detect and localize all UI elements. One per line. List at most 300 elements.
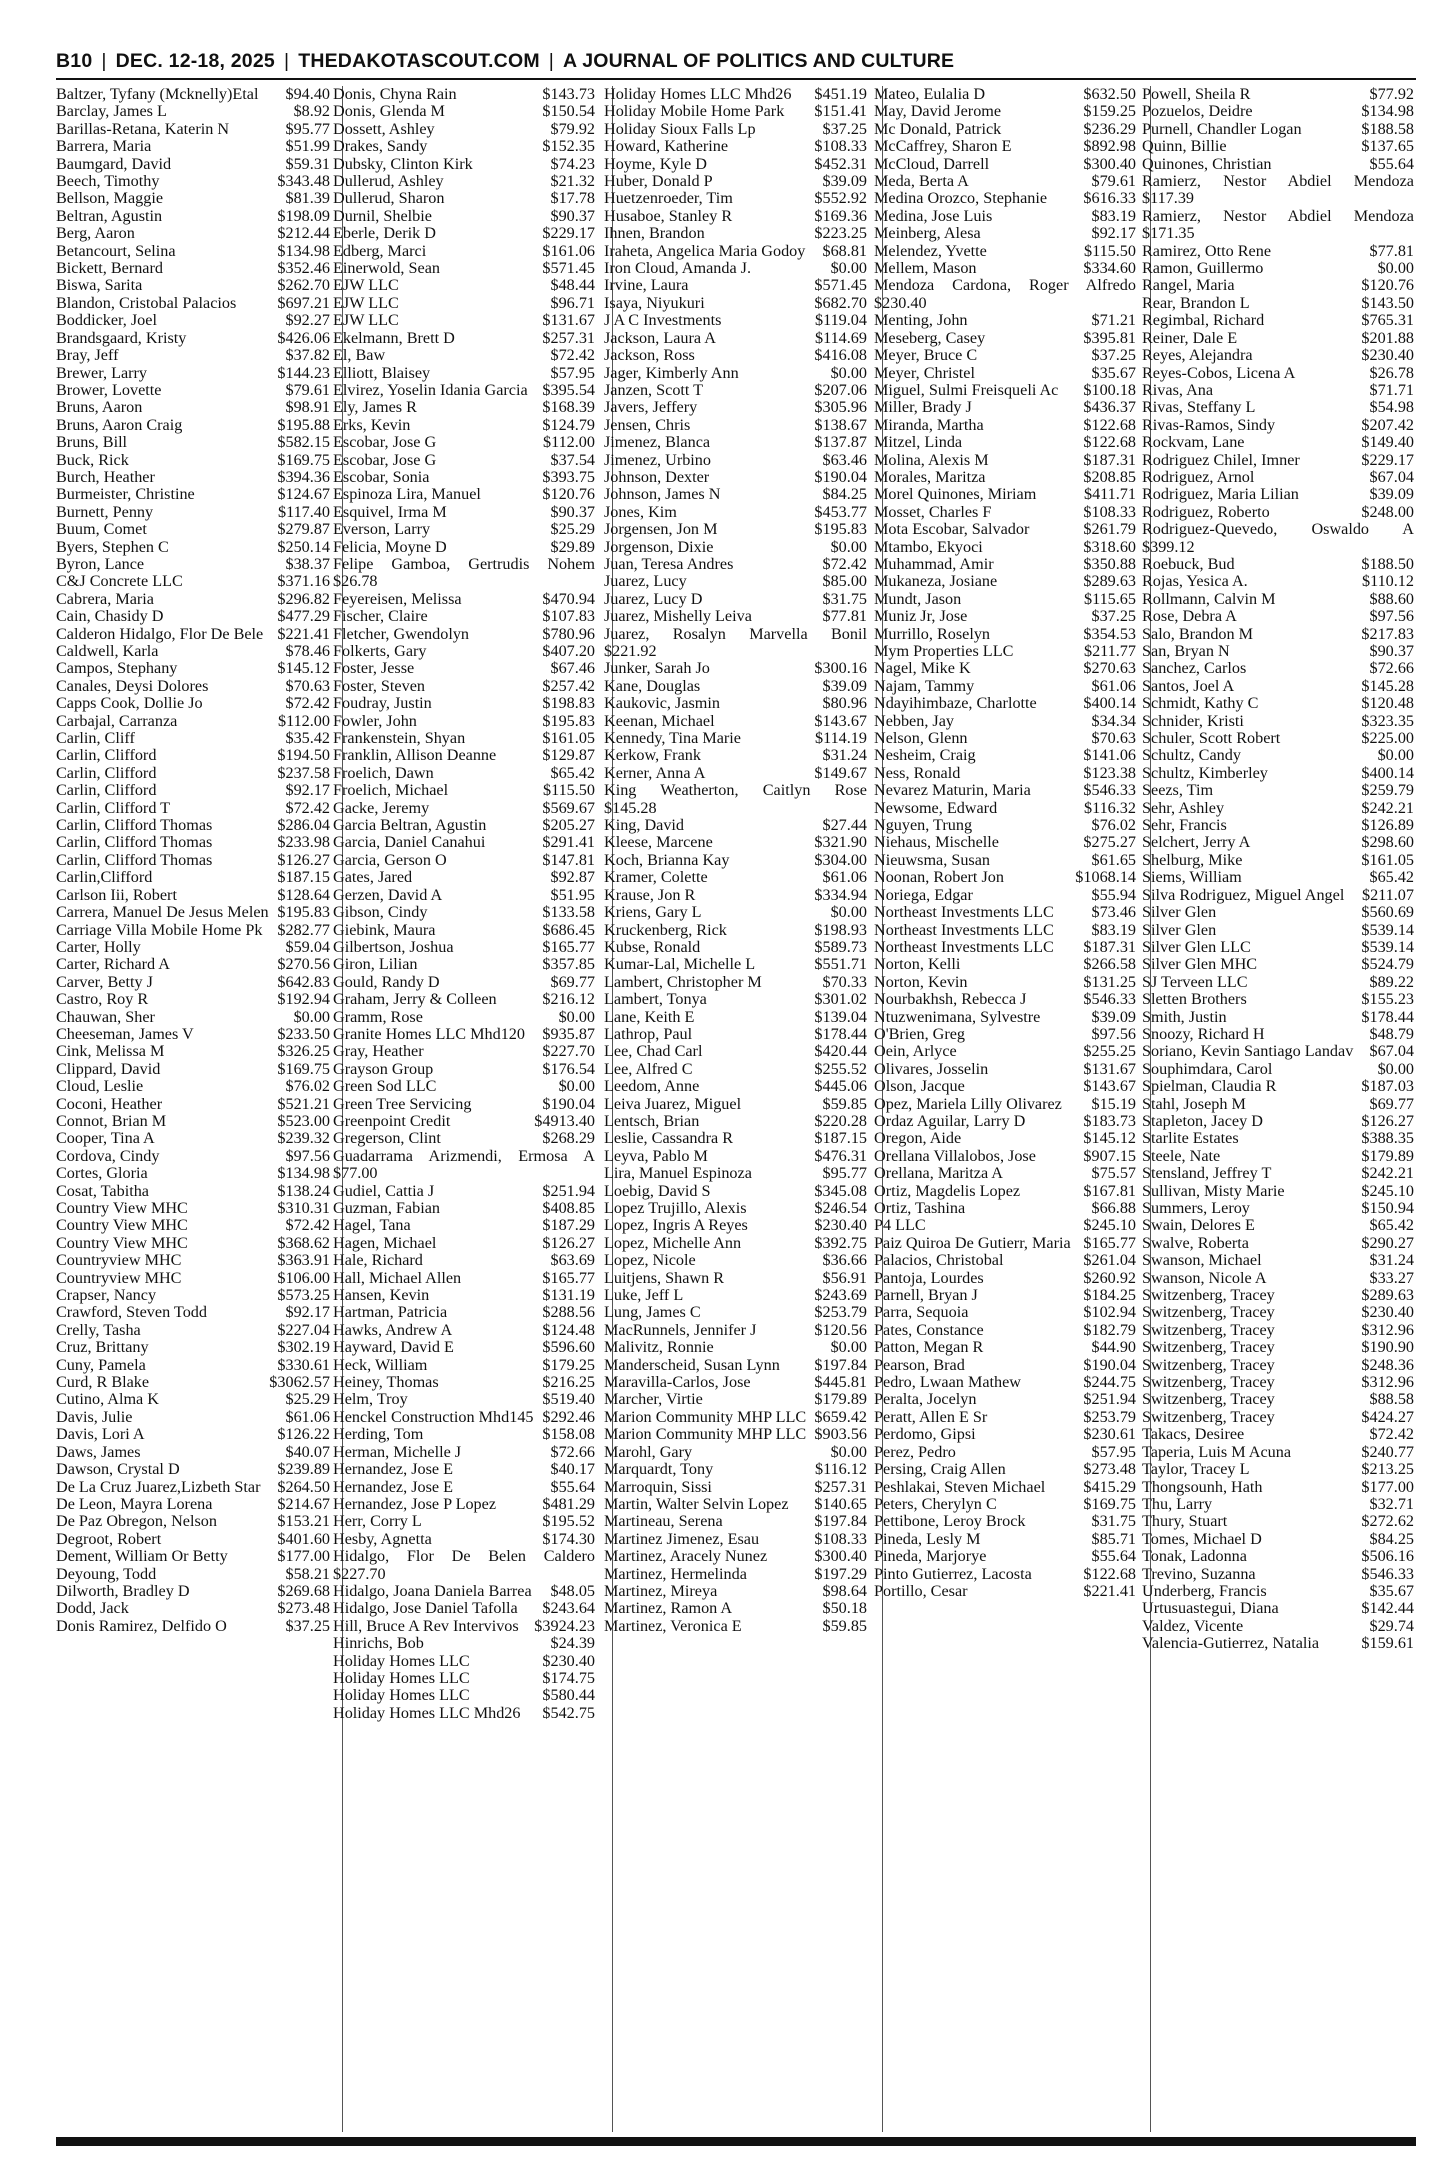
amount-due: $31.75 <box>822 589 867 608</box>
owner-name: Snoozy, Richard H <box>1142 1024 1265 1043</box>
amount-due: $176.54 <box>542 1059 595 1078</box>
amount-due: $416.08 <box>814 346 867 365</box>
amount-due: $780.96 <box>542 624 595 643</box>
owner-name: Tomes, Michael D <box>1142 1529 1262 1548</box>
listing-entry <box>874 730 1136 747</box>
owner-name: Malivitz, Ronnie <box>604 1338 714 1357</box>
owner-name: Hawks, Andrew A <box>333 1320 453 1339</box>
amount-due: $92.17 <box>1091 224 1136 243</box>
owner-name: Peratt, Allen E Sr <box>874 1407 988 1426</box>
amount-due: $371.16 <box>277 572 330 591</box>
owner-name: Brandsgaard, Kristy <box>56 328 187 347</box>
listing-entry <box>333 556 595 591</box>
amount-due: $0.00 <box>830 363 867 382</box>
owner-name: Pates, Constance <box>874 1320 984 1339</box>
owner-name: Nguyen, Trung <box>874 816 973 835</box>
owner-name: Rear, Brandon L <box>1142 293 1250 312</box>
listing-entry <box>874 1548 1136 1565</box>
amount-due: $182.79 <box>1083 1320 1136 1339</box>
listing-entry <box>604 1183 867 1200</box>
listing-entry <box>874 1287 1136 1304</box>
amount-due: $195.88 <box>277 415 330 434</box>
amount-due: $227.70 <box>333 1564 386 1583</box>
listing-entry <box>604 1479 867 1496</box>
listing-entry <box>1142 1583 1414 1600</box>
amount-due: $79.61 <box>285 380 330 399</box>
amount-due: $67.04 <box>1369 467 1414 486</box>
listing-entry <box>333 86 595 103</box>
listing-entry <box>604 434 867 451</box>
amount-due: $77.92 <box>1369 86 1414 103</box>
owner-name: Muhammad, Amir <box>874 554 994 573</box>
listing-entry <box>604 1061 867 1078</box>
owner-name: Portillo, Cesar <box>874 1581 968 1600</box>
amount-due: $539.14 <box>1361 937 1414 956</box>
listing-entry <box>874 173 1136 190</box>
listing-entry <box>333 1113 595 1130</box>
owner-name: Carlin, Clifford <box>56 746 157 765</box>
listing-entry <box>1142 295 1414 312</box>
amount-due: $195.83 <box>814 520 867 539</box>
amount-due: $26.78 <box>1369 363 1414 382</box>
owner-name: Gerzen, David A <box>333 885 443 904</box>
amount-due: $159.25 <box>1083 102 1136 121</box>
listing-entry <box>1142 626 1414 643</box>
listing-entry <box>333 260 595 277</box>
amount-due: $208.85 <box>1083 467 1136 486</box>
amount-due: $524.79 <box>1361 955 1414 974</box>
listing-entry <box>604 1217 867 1234</box>
owner-name: Garcia, Daniel Canahui <box>333 833 486 852</box>
listing-entry <box>1142 417 1414 434</box>
amount-due: $145.28 <box>604 798 657 817</box>
listing-entry <box>604 208 867 225</box>
amount-due: $138.24 <box>277 1181 330 1200</box>
amount-due: $300.40 <box>814 1547 867 1566</box>
owner-name: Donis, Glenda M <box>333 102 445 121</box>
owner-name: Urtusuastegui, Diana <box>1142 1599 1279 1618</box>
listing-entry <box>333 1252 595 1269</box>
owner-name: Perez, Pedro <box>874 1442 956 1461</box>
listing-entry <box>604 1391 867 1408</box>
listing-entry <box>333 486 595 503</box>
listing-entry <box>874 678 1136 695</box>
amount-due: $0.00 <box>830 903 867 922</box>
amount-due: $137.65 <box>1361 137 1414 156</box>
amount-due: $318.60 <box>1083 537 1136 556</box>
listing-entry <box>874 225 1136 242</box>
amount-due: $262.70 <box>277 276 330 295</box>
owner-name: Regimbal, Richard <box>1142 311 1265 330</box>
amount-due: $453.77 <box>814 502 867 521</box>
amount-due: $392.75 <box>814 1233 867 1252</box>
amount-due: $8.92 <box>293 102 330 121</box>
listing-entry <box>1142 138 1414 155</box>
owner-name: C&J Concrete LLC <box>56 572 183 591</box>
listing-entry <box>1142 852 1414 869</box>
listing-entry <box>56 1391 330 1408</box>
amount-due: $124.67 <box>277 485 330 504</box>
owner-name: EJW LLC <box>333 293 399 312</box>
listing-entry <box>1142 382 1414 399</box>
owner-name: Juarez, Mishelly Leiva <box>604 607 752 626</box>
amount-due: $230.40 <box>1361 1303 1414 1322</box>
amount-due: $523.00 <box>277 1111 330 1130</box>
amount-due: $40.17 <box>550 1460 595 1479</box>
owner-name: Garcia, Gerson O <box>333 850 447 869</box>
amount-due: $237.58 <box>277 763 330 782</box>
listing-entry <box>874 556 1136 573</box>
owner-name: Gudiel, Cattia J <box>333 1181 435 1200</box>
amount-due: $266.58 <box>1083 955 1136 974</box>
owner-name: Sullivan, Misty Marie <box>1142 1181 1285 1200</box>
amount-due: $58.21 <box>285 1564 330 1583</box>
listing-entry <box>604 1287 867 1304</box>
owner-name: Javers, Jeffery <box>604 398 698 417</box>
owner-name: Cain, Chasidy D <box>56 607 164 626</box>
listing-entry <box>604 591 867 608</box>
owner-name: Steele, Nate <box>1142 1146 1221 1165</box>
listing-entry <box>56 1061 330 1078</box>
amount-due: $197.84 <box>814 1355 867 1374</box>
owner-name: Takacs, Desiree <box>1142 1425 1245 1444</box>
amount-due: $395.81 <box>1083 328 1136 347</box>
owner-name: Graham, Jerry & Colleen <box>333 990 497 1009</box>
owner-name: Luke, Jeff L <box>604 1286 684 1305</box>
amount-due: $212.44 <box>277 224 330 243</box>
owner-name: Rangel, Maria <box>1142 276 1235 295</box>
amount-due: $67.46 <box>550 659 595 678</box>
amount-due: $36.66 <box>822 1251 867 1270</box>
amount-due: $85.71 <box>1091 1529 1136 1548</box>
owner-name: Granite Homes LLC Mhd120 <box>333 1024 525 1043</box>
amount-due: $765.31 <box>1361 311 1414 330</box>
owner-name: Noriega, Edgar <box>874 885 973 904</box>
listing-entry <box>604 521 867 538</box>
amount-due: $48.05 <box>550 1581 595 1600</box>
amount-due: $143.50 <box>1361 293 1414 312</box>
listing-entry <box>604 834 867 851</box>
amount-due: $116.12 <box>814 1460 867 1479</box>
owner-name: Lee, Alfred C <box>604 1059 693 1078</box>
listing-entry <box>604 190 867 207</box>
listing-entry <box>604 1043 867 1060</box>
amount-due: $159.61 <box>1361 1634 1414 1653</box>
listing-entry <box>604 974 867 991</box>
listing-entry <box>56 939 330 956</box>
listing-entry <box>333 1391 595 1408</box>
listing-entry <box>333 643 595 660</box>
owner-name: Rodriguez, Maria Lilian <box>1142 485 1299 504</box>
amount-due: $195.83 <box>542 711 595 730</box>
listing-entry <box>56 800 330 817</box>
listing-entry <box>333 330 595 347</box>
listing-entry <box>333 295 595 312</box>
amount-due: $195.83 <box>277 903 330 922</box>
amount-due: $242.21 <box>1361 1164 1414 1183</box>
amount-due: $141.06 <box>1083 746 1136 765</box>
owner-name: Martinez, Mireya <box>604 1581 718 1600</box>
amount-due: $394.36 <box>277 467 330 486</box>
amount-due: $80.96 <box>822 694 867 713</box>
amount-due: $194.50 <box>277 746 330 765</box>
owner-name: Switzenberg, Tracey <box>1142 1407 1275 1426</box>
owner-name: Country View MHC <box>56 1199 188 1217</box>
listing-entry <box>874 1252 1136 1269</box>
listing-entry <box>333 347 595 364</box>
amount-due: $61.06 <box>822 868 867 887</box>
listing-entry <box>1142 1217 1414 1234</box>
amount-due: $35.42 <box>285 729 330 748</box>
listing-entry <box>333 521 595 538</box>
owner-name: Medina, Jose Luis <box>874 206 993 225</box>
amount-due: $350.88 <box>1083 554 1136 573</box>
listing-entry <box>1142 1235 1414 1252</box>
listing-entry <box>56 1583 330 1600</box>
owner-name: Switzenberg, Tracey <box>1142 1286 1275 1305</box>
amount-due: $72.42 <box>1369 1425 1414 1444</box>
amount-due: $77.00 <box>333 1164 378 1183</box>
listing-entry <box>1142 1322 1414 1339</box>
listing-entry <box>56 1513 330 1530</box>
owner-name: Meyer, Bruce C <box>874 346 978 365</box>
amount-due: $445.06 <box>814 1077 867 1096</box>
listing-entry <box>1142 121 1414 138</box>
owner-name: San, Bryan N <box>1142 642 1230 660</box>
owner-name: Lathrop, Paul <box>604 1024 693 1043</box>
amount-due: $134.98 <box>277 1164 330 1183</box>
amount-due: $230.40 <box>542 1651 595 1670</box>
amount-due: $243.69 <box>814 1286 867 1305</box>
listing-entry <box>874 1426 1136 1443</box>
owner-name: Carlin,Clifford <box>56 868 153 887</box>
amount-due: $39.09 <box>822 676 867 695</box>
owner-name: Mundt, Jason <box>874 589 962 608</box>
owner-name: Foudray, Justin <box>333 694 432 713</box>
owner-name: Jimenez, Urbino <box>604 450 711 469</box>
amount-due: $214.67 <box>277 1494 330 1513</box>
owner-name: Guadarrama Arizmendi, Ermosa A <box>333 1146 595 1165</box>
amount-due: $260.92 <box>1083 1268 1136 1287</box>
amount-due: $98.64 <box>822 1581 867 1600</box>
amount-due: $216.12 <box>542 990 595 1009</box>
listing-entry <box>333 469 595 486</box>
amount-due: $90.37 <box>550 502 595 521</box>
listing-entry <box>56 469 330 486</box>
owner-name: Persing, Craig Allen <box>874 1460 1006 1479</box>
amount-due: $192.94 <box>277 990 330 1009</box>
amount-due: $108.33 <box>814 1529 867 1548</box>
owner-name: De La Cruz Juarez,Lizbeth Star <box>56 1477 261 1496</box>
amount-due: $31.75 <box>1091 1512 1136 1531</box>
listing-entry <box>1142 1461 1414 1478</box>
listing-entry <box>56 138 330 155</box>
listing-entry <box>333 869 595 886</box>
listing-entry <box>56 1531 330 1548</box>
amount-due: $63.46 <box>822 450 867 469</box>
amount-due: $3924.23 <box>534 1616 595 1635</box>
amount-due: $184.25 <box>1083 1286 1136 1305</box>
owner-name: SJ Terveen LLC <box>1142 972 1248 991</box>
owner-name: Durnil, Shelbie <box>333 206 432 225</box>
owner-name: Mellem, Mason <box>874 259 977 278</box>
listing-entry <box>874 1043 1136 1060</box>
owner-name: Miguel, Sulmi Freisqueli Ac <box>874 380 1059 399</box>
amount-due: $126.22 <box>277 1425 330 1444</box>
owner-name: Ntuzwenimana, Sylvestre <box>874 1007 1041 1026</box>
owner-name: Purnell, Chandler Logan <box>1142 119 1302 138</box>
amount-due: $0.00 <box>830 1442 867 1461</box>
listing-entry <box>604 365 867 382</box>
owner-name: Nourbakhsh, Rebecca J <box>874 990 1027 1009</box>
amount-due: $38.37 <box>285 554 330 573</box>
owner-name: Jackson, Ross <box>604 346 695 365</box>
amount-due: $126.89 <box>1361 816 1414 835</box>
owner-name: Melendez, Yvette <box>874 241 987 260</box>
owner-name: Felipe Gamboa, Gertrudis Nohem <box>333 554 595 573</box>
amount-due: $686.45 <box>542 920 595 939</box>
owner-name: Schultz, Kimberley <box>1142 763 1268 782</box>
owner-name: Sanchez, Carlos <box>1142 659 1247 678</box>
owner-name: Oein, Arlyce <box>874 1042 957 1061</box>
amount-due: $221.41 <box>1083 1581 1136 1600</box>
owner-name: Elvirez, Yoselin Idania Garcia <box>333 380 528 399</box>
owner-name: Holiday Homes LLC <box>333 1651 470 1670</box>
amount-due: $152.35 <box>542 137 595 156</box>
owner-name: Grayson Group <box>333 1059 434 1078</box>
owner-name: Folkerts, Gary <box>333 642 427 660</box>
owner-name: Patton, Megan R <box>874 1338 984 1357</box>
amount-due: $481.29 <box>542 1494 595 1513</box>
listing-entry <box>874 382 1136 399</box>
amount-due: $451.19 <box>814 86 867 103</box>
owner-name: Blandon, Cristobal Palacios <box>56 293 237 312</box>
listing-entry <box>333 1653 595 1670</box>
owner-name: Sletten Brothers <box>1142 990 1247 1009</box>
listing-entry <box>1142 277 1414 294</box>
amount-due: $128.64 <box>277 885 330 904</box>
owner-name: Menting, John <box>874 311 968 330</box>
owner-name: Bruns, Aaron Craig <box>56 415 183 434</box>
listing-entry <box>1142 1600 1414 1617</box>
listing-column-4 <box>874 86 1136 2132</box>
owner-name: Carlin, Clifford Thomas <box>56 833 213 852</box>
listing-entry <box>874 469 1136 486</box>
header-rule <box>56 78 1416 80</box>
listing-entry <box>333 399 595 416</box>
owner-name: Sehr, Francis <box>1142 816 1227 835</box>
listing-entry <box>874 817 1136 834</box>
listing-entry <box>333 1583 595 1600</box>
listing-entry <box>874 1583 1136 1600</box>
owner-name: Lee, Chad Carl <box>604 1042 703 1061</box>
amount-due: $3062.57 <box>269 1373 330 1392</box>
amount-due: $273.48 <box>1083 1460 1136 1479</box>
owner-name: Orellana, Maritza A <box>874 1164 1003 1183</box>
listing-entry <box>56 1043 330 1060</box>
listing-entry <box>56 713 330 730</box>
amount-due: $0.00 <box>830 537 867 556</box>
amount-due: $302.19 <box>277 1338 330 1357</box>
listing-entry <box>604 1096 867 1113</box>
owner-name: Juarez, Rosalyn Marvella Bonil <box>604 624 867 643</box>
listing-entry <box>874 1026 1136 1043</box>
owner-name: Hidalgo, Flor De Belen Caldero <box>333 1547 595 1566</box>
owner-name: Country View MHC <box>56 1216 188 1235</box>
owner-name: Lambert, Tonya <box>604 990 707 1009</box>
amount-due: $31.24 <box>1369 1251 1414 1270</box>
owner-name: Escobar, Jose G <box>333 450 437 469</box>
owner-name: Crapser, Nancy <box>56 1286 157 1305</box>
listing-entry <box>1142 747 1414 764</box>
amount-due: $114.69 <box>814 328 867 347</box>
amount-due: $61.06 <box>285 1407 330 1426</box>
amount-due: $400.14 <box>1083 694 1136 713</box>
owner-name: Switzenberg, Tracey <box>1142 1355 1275 1374</box>
owner-name: Marcher, Virtie <box>604 1390 703 1409</box>
owner-name: Henckel Construction Mhd145 <box>333 1407 534 1426</box>
listing-entry <box>56 539 330 556</box>
amount-due: $230.40 <box>874 293 927 312</box>
listing-entry <box>1142 312 1414 329</box>
listing-entry <box>604 660 867 677</box>
owner-name: Seezs, Tim <box>1142 781 1214 800</box>
amount-due: $131.19 <box>542 1286 595 1305</box>
owner-name: Hagel, Tana <box>333 1216 411 1235</box>
listing-entry <box>333 417 595 434</box>
listing-entry <box>874 904 1136 921</box>
amount-due: $213.25 <box>1361 1460 1414 1479</box>
owner-name: MacRunnels, Jennifer J <box>604 1320 757 1339</box>
listing-entry <box>1142 765 1414 782</box>
owner-name: Calderon Hidalgo, Flor De Bele <box>56 624 264 643</box>
listing-entry <box>333 1183 595 1200</box>
listing-entry <box>604 782 867 817</box>
listing-entry <box>56 1618 330 1635</box>
amount-due: $368.62 <box>277 1233 330 1252</box>
owner-name: Gramm, Rose <box>333 1007 423 1026</box>
listing-entry <box>874 1235 1136 1252</box>
owner-name: Silva Rodriguez, Miguel Angel <box>1142 885 1345 904</box>
amount-due: $220.28 <box>814 1111 867 1130</box>
amount-due: $211.07 <box>1361 885 1414 904</box>
amount-due: $935.87 <box>542 1024 595 1043</box>
listing-entry <box>1142 1548 1414 1565</box>
listing-entry <box>604 695 867 712</box>
listing-entry <box>1142 1566 1414 1583</box>
owner-name: Lopez, Michelle Ann <box>604 1233 742 1252</box>
amount-due: $179.89 <box>814 1390 867 1409</box>
amount-due: $171.35 <box>1142 224 1195 243</box>
amount-due: $117.40 <box>277 502 330 521</box>
listing-entry <box>874 1165 1136 1182</box>
listing-entry <box>56 417 330 434</box>
owner-name: Gregerson, Clint <box>333 1129 441 1148</box>
owner-name: Jackson, Laura A <box>604 328 716 347</box>
listing-entry <box>56 1183 330 1200</box>
amount-due: $55.64 <box>1369 154 1414 173</box>
listing-entry <box>874 887 1136 904</box>
amount-due: $187.15 <box>277 868 330 887</box>
owner-name: Hill, Bruce A Rev Intervivos <box>333 1616 519 1635</box>
amount-due: $139.04 <box>814 1007 867 1026</box>
owner-name: Herman, Michelle J <box>333 1442 462 1461</box>
owner-name: Hidalgo, Jose Daniel Tafolla <box>333 1599 518 1618</box>
amount-due: $83.19 <box>1091 920 1136 939</box>
owner-name: Bellson, Maggie <box>56 189 164 208</box>
amount-due: $388.35 <box>1361 1129 1414 1148</box>
listing-entry <box>56 382 330 399</box>
